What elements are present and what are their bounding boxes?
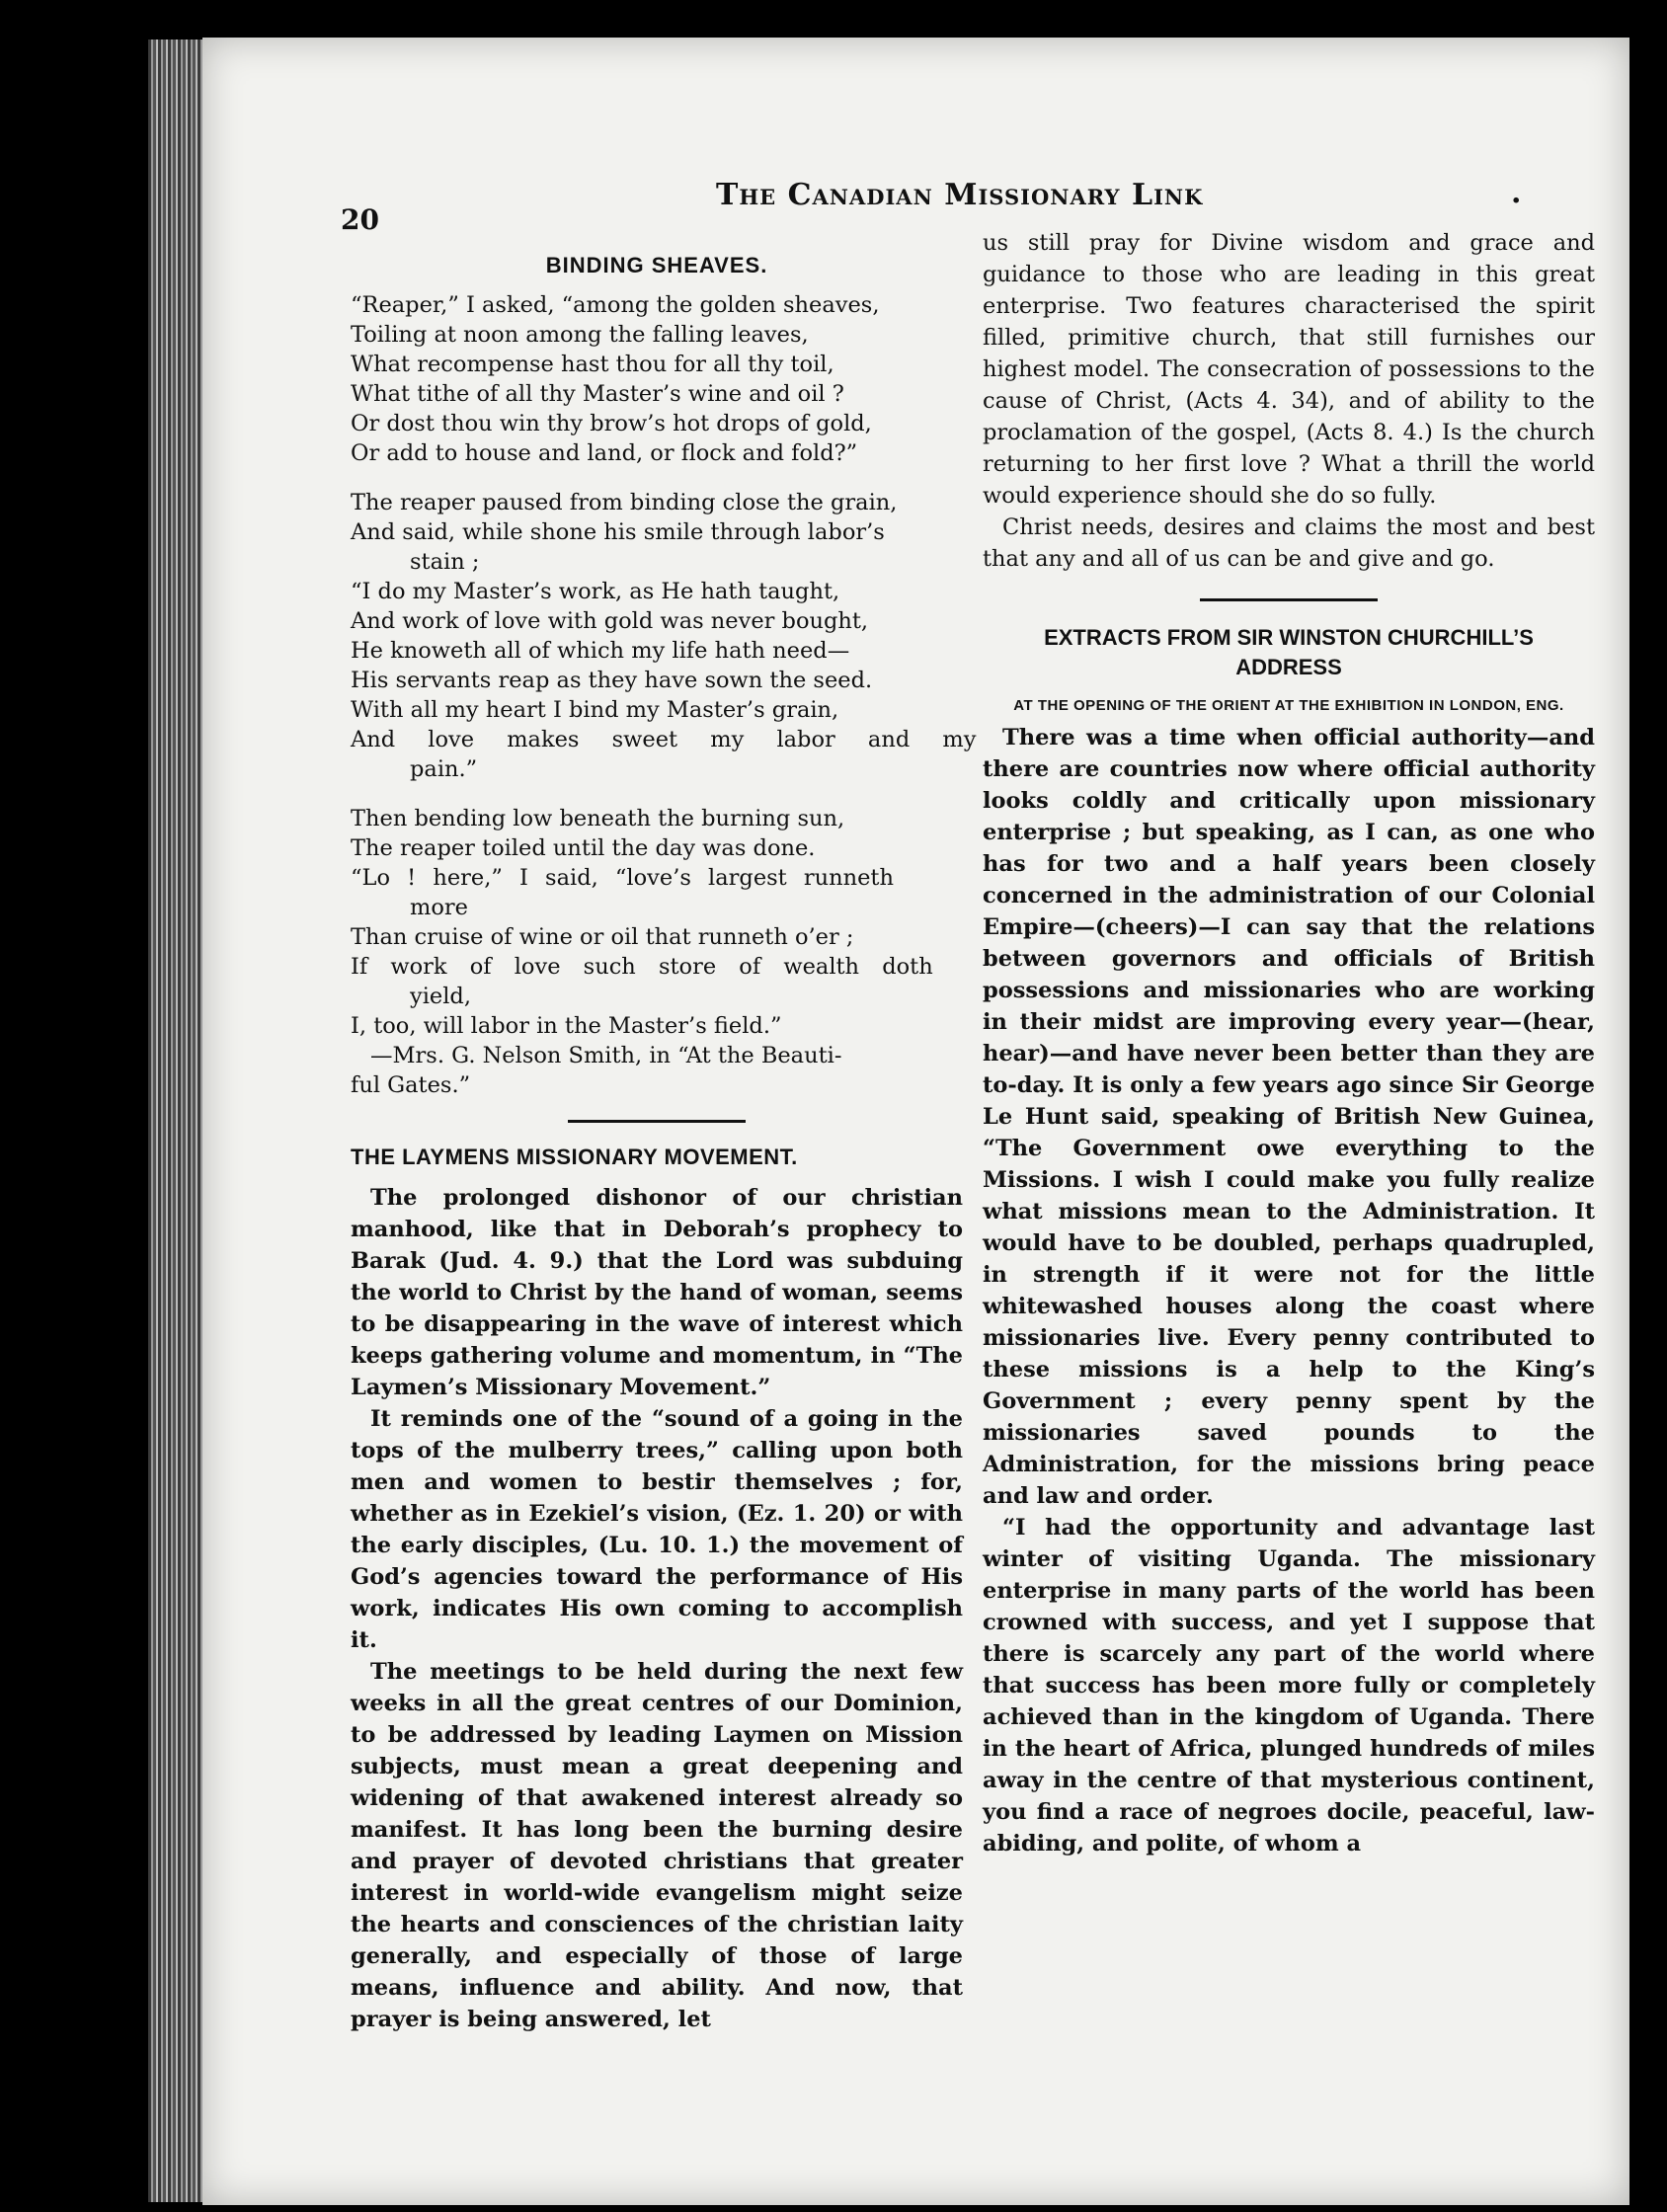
article-body xyxy=(983,722,1595,1859)
poem-line: His servants reap as they have sown the seed. xyxy=(351,668,873,693)
paragraph: us still pray for Divine wisdom and grace and guidance to those who are leading in this great enterprise. Two features characterised the spirit filled, primitive church, that still furnishes our highest model. The consecration of possessions to the cause of Christ, (Acts 4. 34), and of ability to the proclamation of the gospel, (Acts 8. 4.) Is the church returning to her first love ? What a thrill the world would experience should she do so fully. xyxy=(983,230,1595,509)
poem-line: more xyxy=(410,895,468,920)
paragraph: It reminds one of the “sound of a going in the tops of the mulberry trees,” calling upon both men and women to bestir themselves ; for, whether as in Ezekiel’s vision, (Ez. 1. 20) or with the early disciples, (Lu. 10. 1.) the movement of God’s agencies toward the performance of His work, indicates His own coming to accomplish it. xyxy=(351,1406,963,1653)
poem-line: stain ; xyxy=(410,549,480,575)
poem-line: If work of love such store of wealth doth xyxy=(351,954,933,980)
paragraph: Christ needs, desires and claims the most and best that any and all of us can be and give and go. xyxy=(983,514,1595,572)
poem-line: Or dost thou win thy brow’s hot drops of gold, xyxy=(351,411,872,436)
poem-line: Toiling at noon among the falling leaves, xyxy=(351,322,809,348)
journal-title: The Canadian Missionary Link xyxy=(716,178,1204,212)
book-spine-edge xyxy=(148,40,207,2202)
poem-line: pain.” xyxy=(410,756,478,782)
paragraph: “I had the opportunity and advantage last winter of visiting Uganda. The missionary enterprise in many parts of the world has been crowned with success, and yet I suppose that there is scarcely any part of the world where that success has been more fully or completely achieved than in the kingdom of Uganda. There in the heart of Africa, plunged hundreds of miles away in the centre of that mysterious continent, you find a race of negroes docile, peaceful, law-abiding, and polite, of whom a xyxy=(983,1515,1595,1856)
poem-line: The reaper paused from binding close the grain, xyxy=(351,490,898,515)
poem-attribution: ful Gates.” xyxy=(351,1072,471,1098)
article-title: EXTRACTS FROM SIR WINSTON CHURCHILL’S ADDRESS xyxy=(1044,625,1534,679)
article-subtitle: AT THE OPENING OF THE ORIENT AT THE EXHIBITION IN LONDON, ENG. xyxy=(1013,697,1564,714)
poem-stanza xyxy=(351,488,977,784)
page-number: 20 xyxy=(341,203,379,236)
paragraph: The prolonged dishonor of our christian manhood, like that in Deborah’s prophecy to Barak (Jud. 4. 9.) that the Lord was subduing the world to Christ by the hand of woman, seems to be disappearing in the wave of interest which keeps gathering volume and momentum, in “The Laymen’s Missionary Movement.” xyxy=(351,1185,963,1400)
poem-line: And work of love with gold was never bought, xyxy=(351,608,869,634)
left-column xyxy=(351,245,977,2035)
poem-line: And said, while shone his smile through labor’s xyxy=(351,519,885,545)
section-divider xyxy=(568,1120,746,1123)
continuation-text xyxy=(983,227,1595,575)
poem-line: The reaper toiled until the day was done. xyxy=(351,835,816,861)
running-head xyxy=(202,156,1629,236)
section-divider xyxy=(1200,598,1378,601)
poem-line: With all my heart I bind my Master’s grain, xyxy=(351,697,839,723)
paragraph: There was a time when official authority—and there are countries now where official authority looks coldly and critically upon missionary enterprise ; but speaking, as I can, as one who has for two and a half years been closely concerned in the administration of our Colonial Empire—(cheers)—I can say that the relations between governors and officials of British possessions and missionaries who are working in their midst are improving every year—(hear, hear)—and have never been better than they are to-day. It is only a few years ago since Sir George Le Hunt said, speaking of British New Guinea, “The Government owe everything to the Missions. I wish I could make you fully realize what missions mean to the Administration. It would have to be doubled, perhaps quadrupled, in strength if it were not for the little whitewashed houses along the coast where missionaries live. Every penny contributed to these missions is a help to the King’s Government ; every penny spent by the missionaries saved pounds to the Administration, for the missions bring peace and law and order. xyxy=(983,725,1595,1509)
article-title: THE LAYMENS MISSIONARY MOVEMENT. xyxy=(351,1145,798,1169)
poem-stanza xyxy=(351,290,963,468)
page xyxy=(202,38,1629,2205)
poem-line: Or add to house and land, or flock and fold?” xyxy=(351,440,858,466)
right-column xyxy=(983,227,1595,1859)
poem-stanza xyxy=(351,804,963,1100)
poem-line: “Reaper,” I asked, “among the golden sheaves, xyxy=(351,292,880,318)
poem-attribution: —Mrs. G. Nelson Smith, in “At the Beauti- xyxy=(370,1043,842,1068)
paragraph: The meetings to be held during the next few weeks in all the great centres of our Dominion, to be addressed by leading Laymen on Mission subjects, must mean a great deepening and widening of that awakened interest already so manifest. It has long been the burning desire and prayer of devoted christians that greater interest in world-wide evangelism might seize the hearts and consciences of the christian laity generally, and especially of those of large means, influence and ability. And now, that prayer is being answered, let xyxy=(351,1659,963,2032)
poem-line: Then bending low beneath the burning sun, xyxy=(351,806,845,831)
poem-line: He knoweth all of which my life hath need— xyxy=(351,638,850,664)
article-body xyxy=(351,1182,963,2035)
poem-line: What tithe of all thy Master’s wine and oil ? xyxy=(351,381,844,407)
poem-line: “Lo ! here,” I said, “love’s largest runneth xyxy=(351,865,894,891)
header-dot: . xyxy=(1511,176,1522,210)
poem-line: yield, xyxy=(410,984,471,1009)
poem-line: And love makes sweet my labor and my xyxy=(351,727,977,752)
poem-title: BINDING SHEAVES. xyxy=(545,253,768,277)
poem-line: “I do my Master’s work, as He hath taught, xyxy=(351,579,840,604)
poem-line: Than cruise of wine or oil that runneth o’er ; xyxy=(351,924,854,950)
poem-line: What recompense hast thou for all thy toil, xyxy=(351,352,834,377)
poem-line: I, too, will labor in the Master’s field.” xyxy=(351,1013,782,1039)
